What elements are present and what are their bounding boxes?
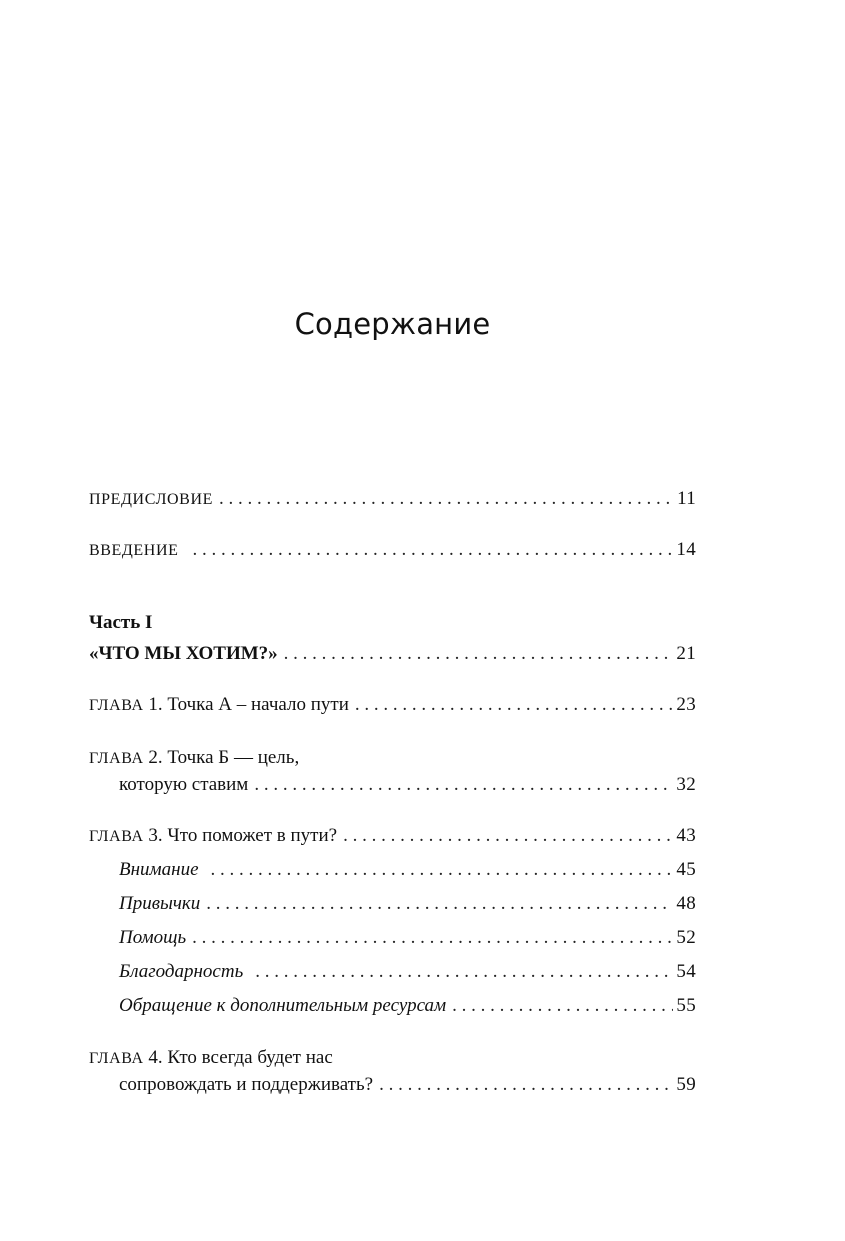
- page-title: Содержание: [294, 307, 491, 341]
- toc-page-number: 14: [676, 539, 696, 560]
- toc-entry-section[interactable]: [119, 993, 696, 1019]
- dot-leader: [206, 891, 673, 917]
- dot-leader: [219, 486, 674, 512]
- dot-leader: [192, 925, 673, 951]
- toc-entry-section[interactable]: [119, 857, 696, 883]
- dot-leader: [379, 1072, 673, 1098]
- toc-page-number: 11: [677, 488, 696, 509]
- dot-leader: [452, 993, 673, 1019]
- toc-entry-preface[interactable]: [89, 486, 696, 512]
- dot-leader: [355, 692, 674, 718]
- toc-page-number: 23: [676, 694, 696, 715]
- part-heading: [89, 610, 696, 636]
- chapter-prefix: ГЛАВА: [89, 750, 144, 767]
- toc-entry-label: Благодарность: [119, 961, 244, 982]
- chapter-title: 4. Кто всегда будет нас: [148, 1047, 333, 1068]
- toc-entry-label: [89, 823, 337, 850]
- dot-leader: [211, 857, 674, 883]
- toc-entry-label: [89, 692, 349, 719]
- part-heading-label: Часть I: [89, 612, 153, 633]
- toc-entry-label: Привычки: [119, 893, 201, 914]
- toc-entry-section[interactable]: [119, 959, 696, 985]
- toc-entry-label: Обращение к дополнительным ресурсам: [119, 995, 447, 1016]
- dot-leader: [193, 537, 674, 563]
- toc-entry-chapter2-line2[interactable]: [119, 772, 696, 798]
- toc-entry-label: Внимание: [119, 859, 199, 880]
- toc-entry-section[interactable]: [119, 891, 696, 917]
- toc-entry-label: «ЧТО МЫ ХОТИМ?»: [89, 643, 278, 664]
- toc-page-number: 54: [676, 961, 696, 982]
- toc-page-number: 59: [676, 1074, 696, 1095]
- toc-entry-label: которую ставим: [119, 774, 249, 795]
- toc-entry-chapter3[interactable]: [89, 823, 696, 849]
- dot-leader: [343, 823, 673, 849]
- toc-page-number: 52: [676, 927, 696, 948]
- chapter-prefix: ГЛАВА: [89, 697, 144, 714]
- toc-page-number: 21: [676, 643, 696, 664]
- toc-entry-label: ПРЕДИСЛОВИЕ: [89, 491, 213, 508]
- toc-page-number: 48: [676, 893, 696, 914]
- toc-entry-intro[interactable]: [89, 537, 696, 563]
- toc-entry-chapter4-line2[interactable]: [119, 1072, 696, 1098]
- dot-leader: [284, 641, 674, 667]
- chapter-title: 1. Точка А – начало пути: [148, 694, 349, 715]
- chapter-title: 2. Точка Б — цель,: [148, 747, 300, 768]
- toc-page-number: 32: [676, 774, 696, 795]
- toc-entry-chapter4-line1[interactable]: [89, 1045, 696, 1071]
- dot-leader: [254, 772, 673, 798]
- chapter-title: 3. Что поможет в пути?: [148, 825, 338, 846]
- toc-entry-chapter1[interactable]: [89, 692, 696, 718]
- toc-page-number: 45: [676, 859, 696, 880]
- toc-entry-label: сопровождать и поддерживать?: [119, 1074, 374, 1095]
- toc-entry-label: Помощь: [119, 927, 187, 948]
- toc-entry-section[interactable]: [119, 925, 696, 951]
- toc-entry-label: ВВЕДЕНИЕ: [89, 542, 179, 559]
- chapter-prefix: ГЛАВА: [89, 828, 144, 845]
- toc-entry-part1[interactable]: [89, 641, 696, 667]
- toc-page-number: 43: [676, 825, 696, 846]
- chapter-prefix: ГЛАВА: [89, 1050, 144, 1067]
- toc-page-number: 55: [676, 995, 696, 1016]
- dot-leader: [255, 959, 673, 985]
- toc-entry-chapter2-line1[interactable]: [89, 745, 696, 771]
